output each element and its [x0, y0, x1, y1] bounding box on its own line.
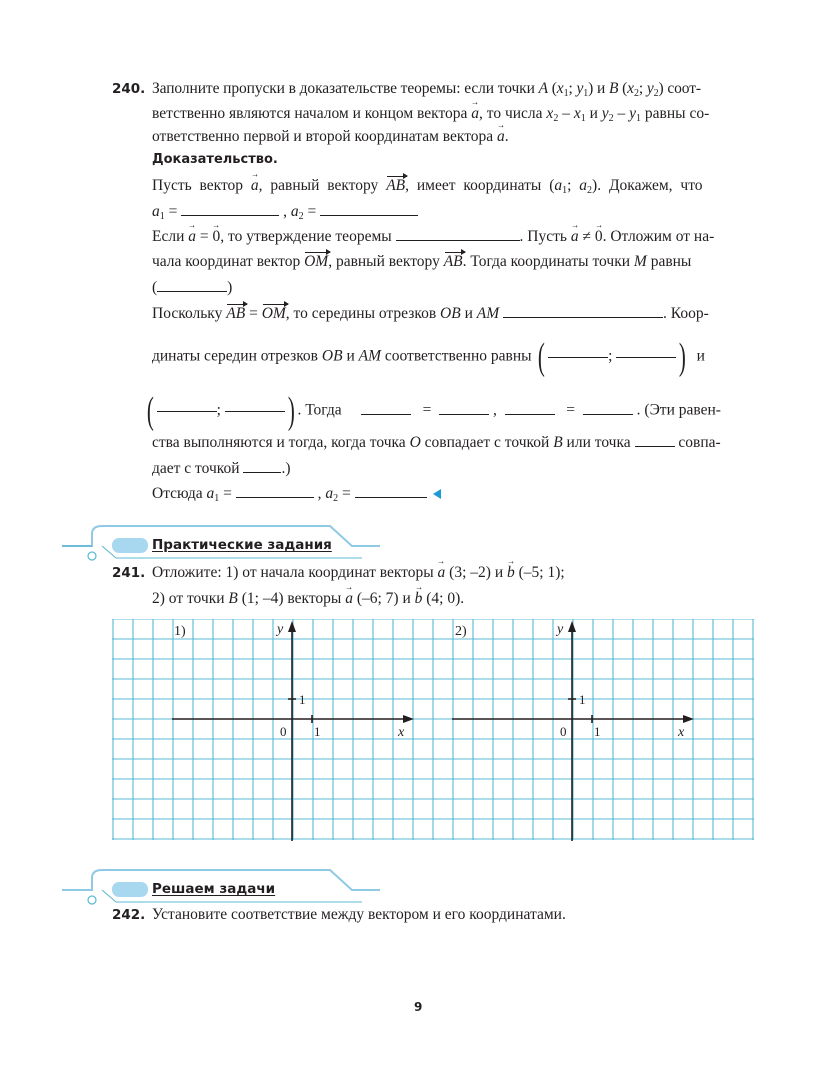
task-242-number: 242.	[112, 907, 146, 923]
blank-eq1-right[interactable]	[439, 400, 489, 415]
y-unit-label: 1	[579, 692, 586, 707]
blank-midpoints[interactable]	[503, 303, 663, 318]
segment-OB: OB	[440, 305, 461, 322]
task-241-number: 241.	[112, 565, 146, 581]
text: Отложите: 1) от начала координат векторы	[152, 564, 434, 581]
text: и	[494, 564, 504, 581]
text: . Тогда	[297, 401, 342, 419]
left-paren: (	[146, 390, 154, 432]
vector-b: → b	[507, 563, 515, 583]
point-A: A	[538, 80, 548, 97]
vector-AB: AB	[386, 177, 406, 194]
proof-line-11: Отсюда $a_1$ = , $a_2$ =	[152, 483, 441, 504]
vector-a: → a	[471, 104, 479, 124]
text: . Тогда координаты точки	[462, 253, 631, 270]
blank-theorem-statement[interactable]	[396, 226, 520, 241]
text: чала координат вектор	[152, 253, 301, 270]
proof-line-5: ( )	[152, 279, 233, 296]
text: Отсюда	[152, 485, 203, 502]
text: динаты середин отрезков	[152, 347, 319, 365]
text: и	[696, 347, 705, 365]
vector-b-coords: (4; 0).	[426, 590, 465, 607]
plane-label: 1)	[174, 624, 186, 639]
blank-mid-OB-y[interactable]	[616, 356, 676, 358]
text: векторы	[287, 590, 342, 607]
y-axis-arrow-icon	[288, 621, 296, 632]
task-240-statement-line-3: ответственно первой и второй координатам вектора → a.	[152, 127, 509, 147]
text: ства выполняются и тогда, когда точка	[152, 434, 406, 451]
text: , то середины отрезков	[285, 305, 437, 322]
text: . Отложим от на-	[602, 228, 715, 245]
point-B: B	[228, 590, 238, 607]
blank-a2[interactable]	[320, 201, 418, 216]
vector-AB: AB	[443, 253, 463, 270]
proof-heading: Доказательство.	[152, 152, 278, 167]
text: Пусть вектор	[152, 177, 244, 194]
point-B: B	[553, 434, 563, 451]
left-paren: (	[538, 336, 546, 378]
header-pill	[112, 538, 148, 553]
blank-a1[interactable]	[181, 201, 279, 216]
text: .)	[281, 460, 291, 477]
task-240-statement-line-1: Заполните пропуски в доказательстве теоремы: если точки A ($x_1$; $y_1$) и B ($x_2$; $y_2$) соот-	[152, 80, 701, 99]
task-240-number: 240.	[112, 81, 146, 97]
origin-label: 0	[560, 724, 567, 739]
proof-line-6: Поскольку AB = OM, то середины отрезков OB и AM . Коор-	[152, 305, 709, 322]
blank-mid-AM-y[interactable]	[225, 410, 285, 412]
text: , то числа	[479, 105, 543, 122]
x-axis-arrow-icon	[403, 715, 414, 723]
text: 2) от точки	[152, 590, 225, 607]
section-title-practical: Практические задания	[152, 537, 332, 553]
blank-eq1-left[interactable]	[361, 400, 411, 415]
point-O: O	[409, 434, 421, 451]
blank-eq2-left[interactable]	[505, 400, 555, 415]
x-unit-label: 1	[314, 724, 321, 739]
vector-a-coords: (3; –2)	[449, 564, 491, 581]
task-242-text: Установите соответствие между вектором и его координатами.	[152, 906, 566, 923]
proof-line-1: Пусть вектор → a, равный вектору AB, имеет координаты ($a_1$; $a_2$). Докажем, что	[152, 176, 703, 196]
origin-label: 0	[280, 724, 287, 739]
point-M: M	[633, 253, 647, 270]
proof-line-3: Если → a = → 0, то утверждение теоремы . Пусть → a ≠ → 0. Отложим от на-	[152, 226, 714, 247]
text: ответственно первой и второй координатам вектора	[152, 128, 494, 145]
y-axis-arrow-icon	[568, 621, 576, 632]
vector-a: → a	[251, 176, 259, 196]
vector-b: → b	[415, 589, 423, 609]
point-B-coords: (1; –4)	[241, 590, 284, 607]
text: равны	[650, 253, 692, 270]
plane-label: 2)	[455, 624, 467, 639]
page-number: 9	[414, 1000, 423, 1014]
vector-a-coords: (–6; 7)	[356, 590, 399, 607]
proof-line-4	[152, 252, 691, 272]
zero-vector: → 0	[213, 227, 221, 247]
task-240-statement-line-2: ветственно являются началом и концом вектора → a, то числа $x_2 - x_1$ и $y_2 - y_1$ равны со-	[152, 104, 709, 124]
section-title-solve: Решаем задачи	[152, 881, 276, 897]
proof-line-2: $a_1$ = , $a_2$ =	[152, 201, 418, 222]
text: ветственно являются началом и концом вектора	[152, 105, 468, 122]
proof-line-9	[152, 432, 721, 453]
task-241-line-1	[152, 563, 565, 583]
task-241-line-2	[152, 589, 464, 609]
header-circle-icon	[88, 896, 96, 904]
text: дает с точкой	[152, 460, 240, 477]
blank-result-a1[interactable]	[236, 483, 314, 498]
y-axis-label: y	[557, 622, 564, 637]
x-axis-label: x	[678, 725, 685, 740]
grid-lines	[112, 619, 754, 840]
text: соответственно равны	[384, 347, 532, 365]
text: Поскольку	[152, 305, 223, 322]
text: Заполните пропуски в доказательстве теоремы: если точки	[152, 80, 539, 97]
segment-AM: AM	[476, 305, 500, 322]
text: . Пусть	[519, 228, 567, 245]
blank-eq2-right[interactable]	[583, 400, 633, 415]
right-paren: )	[679, 336, 687, 378]
proof-line-7: динаты середин отрезков OB и AM соответственно равны ( ; ) и	[152, 336, 705, 378]
vector-OM: OM	[304, 253, 329, 270]
right-paren: )	[287, 390, 295, 432]
blank-point-2[interactable]	[243, 458, 281, 473]
blank-result-a2[interactable]	[355, 483, 427, 498]
text: и	[464, 305, 473, 322]
text: Если	[152, 228, 185, 245]
blank-M-coords[interactable]	[157, 277, 227, 292]
text: , то утверждение теоремы	[220, 228, 392, 245]
text: , равный вектору	[328, 253, 440, 270]
text: , равный вектору	[258, 177, 379, 194]
coordinate-grid[interactable]	[112, 619, 754, 848]
vector-a: → a	[345, 589, 353, 609]
text: совпадает с точкой	[424, 434, 550, 451]
text: ). Докажем, что	[592, 177, 703, 194]
grid-paper[interactable]	[112, 619, 754, 843]
point-B: B	[608, 80, 619, 97]
blank-mid-AM-x[interactable]	[157, 410, 217, 412]
proof-line-10	[152, 458, 290, 479]
vector-a: → a	[497, 127, 505, 147]
text: , имеет координаты (	[405, 177, 555, 194]
text: равны со-	[644, 105, 710, 122]
y-unit-label: 1	[299, 692, 306, 707]
vector-a: → a	[438, 563, 446, 583]
proof-line-8: ( ; ) . Тогда = , = . (Эти равен-	[146, 390, 721, 432]
text: . (Эти равен-	[636, 401, 721, 419]
end-of-proof-icon	[433, 489, 441, 499]
text: . Коор-	[663, 305, 709, 322]
header-circle-icon	[88, 552, 96, 560]
x-axis-arrow-icon	[683, 715, 694, 723]
text: или точка	[566, 434, 631, 451]
text: и	[402, 590, 411, 607]
text: совпа-	[678, 434, 721, 451]
x-axis-label: x	[398, 725, 405, 740]
x-unit-label: 1	[594, 724, 601, 739]
blank-point-1[interactable]	[635, 432, 675, 447]
vector-b-coords: (–5; 1);	[518, 564, 565, 581]
blank-mid-OB-x[interactable]	[548, 356, 608, 358]
header-pill	[112, 882, 148, 897]
y-axis-label: y	[277, 622, 284, 637]
